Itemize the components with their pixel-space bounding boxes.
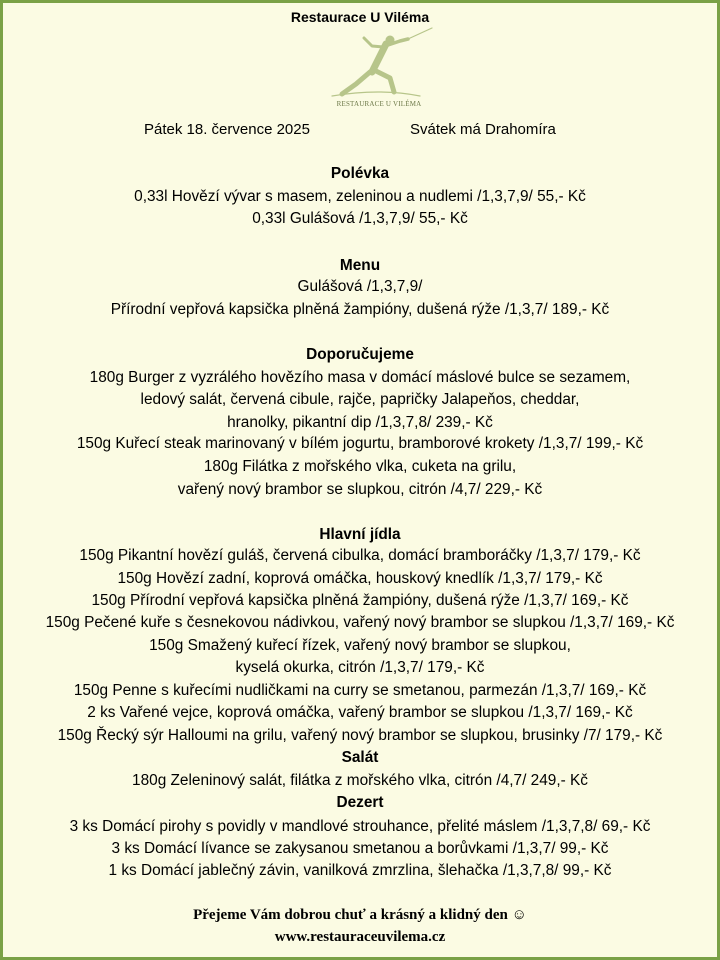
recommended-item: ledový salát, červená cibule, rajče, papričky Jalapeňos, cheddar, bbox=[140, 391, 580, 408]
mains-item: 150g Řecký sýr Halloumi na grilu, vařený nový brambor se slupkou, brusinky /7/ 179,- Kč bbox=[57, 727, 663, 744]
recommended-item: 180g Burger z vyzrálého hovězího masa v domácí máslové bulce se sezamem, bbox=[89, 369, 631, 386]
dessert-item: 1 ks Domácí jablečný závin, vanilková zmrzlina, šlehačka /1,3,7,8/ 99,- Kč bbox=[108, 862, 612, 879]
salad-item: 180g Zeleninový salát, filátka z mořského vlka, citrón /4,7/ 249,- Kč bbox=[132, 772, 588, 789]
menu-item: Gulášová /1,3,7,9/ bbox=[297, 278, 423, 295]
footer-greeting: Přejeme Vám dobrou chuť a krásný a klidný den ☺ bbox=[193, 907, 527, 923]
mains-item: 150g Smažený kuřecí řízek, vařený nový brambor se slupkou, bbox=[149, 637, 571, 654]
soup-heading: Polévka bbox=[330, 165, 390, 182]
website-link[interactable]: www.restauraceuvilema.cz bbox=[274, 929, 446, 945]
name-day: Svátek má Drahomíra bbox=[410, 121, 556, 138]
recommended-item: 150g Kuřecí steak marinovaný v bílém jogurtu, bramborové krokety /1,3,7/ 199,- Kč bbox=[76, 435, 644, 452]
menu-date: Pátek 18. července 2025 bbox=[144, 121, 310, 138]
mains-item: 150g Přírodní vepřová kapsička plněná žampióny, dušená rýže /1,3,7/ 169,- Kč bbox=[91, 592, 629, 609]
menu-item: Přírodní vepřová kapsička plněná žampióny, dušená rýže /1,3,7/ 189,- Kč bbox=[110, 301, 610, 318]
mains-item: 2 ks Vařené vejce, koprová omáčka, vařený brambor se slupkou /1,3,7/ 169,- Kč bbox=[87, 704, 633, 721]
recommended-item: vařený nový brambor se slupkou, citrón /4,7/ 229,- Kč bbox=[177, 481, 543, 498]
recommended-item: hranolky, pikantní dip /1,3,7,8/ 239,- Kč bbox=[227, 414, 493, 431]
soup-item: 0,33l Hovězí vývar s masem, zeleninou a nudlemi /1,3,7,9/ 55,- Kč bbox=[134, 188, 586, 205]
mains-item: kyselá okurka, citrón /1,3,7/ 179,- Kč bbox=[235, 659, 485, 676]
recommended-heading: Doporučujeme bbox=[306, 346, 414, 363]
mains-item: 150g Hovězí zadní, koprová omáčka, houskový knedlík /1,3,7/ 179,- Kč bbox=[117, 570, 603, 587]
recommended-item: 180g Filátka z mořského vlka, cuketa na grilu, bbox=[203, 458, 517, 475]
mains-item: 150g Penne s kuřecími nudličkami na curry se smetanou, parmezán /1,3,7/ 169,- Kč bbox=[73, 682, 647, 699]
fencer-logo bbox=[320, 26, 440, 112]
mains-heading: Hlavní jídla bbox=[319, 526, 401, 543]
salad-heading: Salát bbox=[341, 749, 379, 766]
logo-text: RESTAURACE U VILÉMA bbox=[336, 100, 422, 108]
restaurant-name: Restaurace U Viléma bbox=[290, 9, 430, 25]
mains-item: 150g Pikantní hovězí guláš, červená cibulka, domácí bramboráčky /1,3,7/ 179,- Kč bbox=[79, 547, 641, 564]
dessert-item: 3 ks Domácí pirohy s povidly v mandlové strouhance, přelité máslem /1,3,7,8/ 69,- Kč bbox=[69, 818, 651, 835]
menu-heading: Menu bbox=[339, 257, 381, 274]
soup-item: 0,33l Gulášová /1,3,7,9/ 55,- Kč bbox=[252, 210, 468, 227]
dessert-item: 3 ks Domácí lívance se zakysanou smetanou a borůvkami /1,3,7/ 99,- Kč bbox=[111, 840, 609, 857]
dessert-heading: Dezert bbox=[336, 794, 384, 811]
mains-item: 150g Pečené kuře s česnekovou nádivkou, vařený nový brambor se slupkou /1,3,7/ 169,- Kč bbox=[45, 614, 675, 631]
